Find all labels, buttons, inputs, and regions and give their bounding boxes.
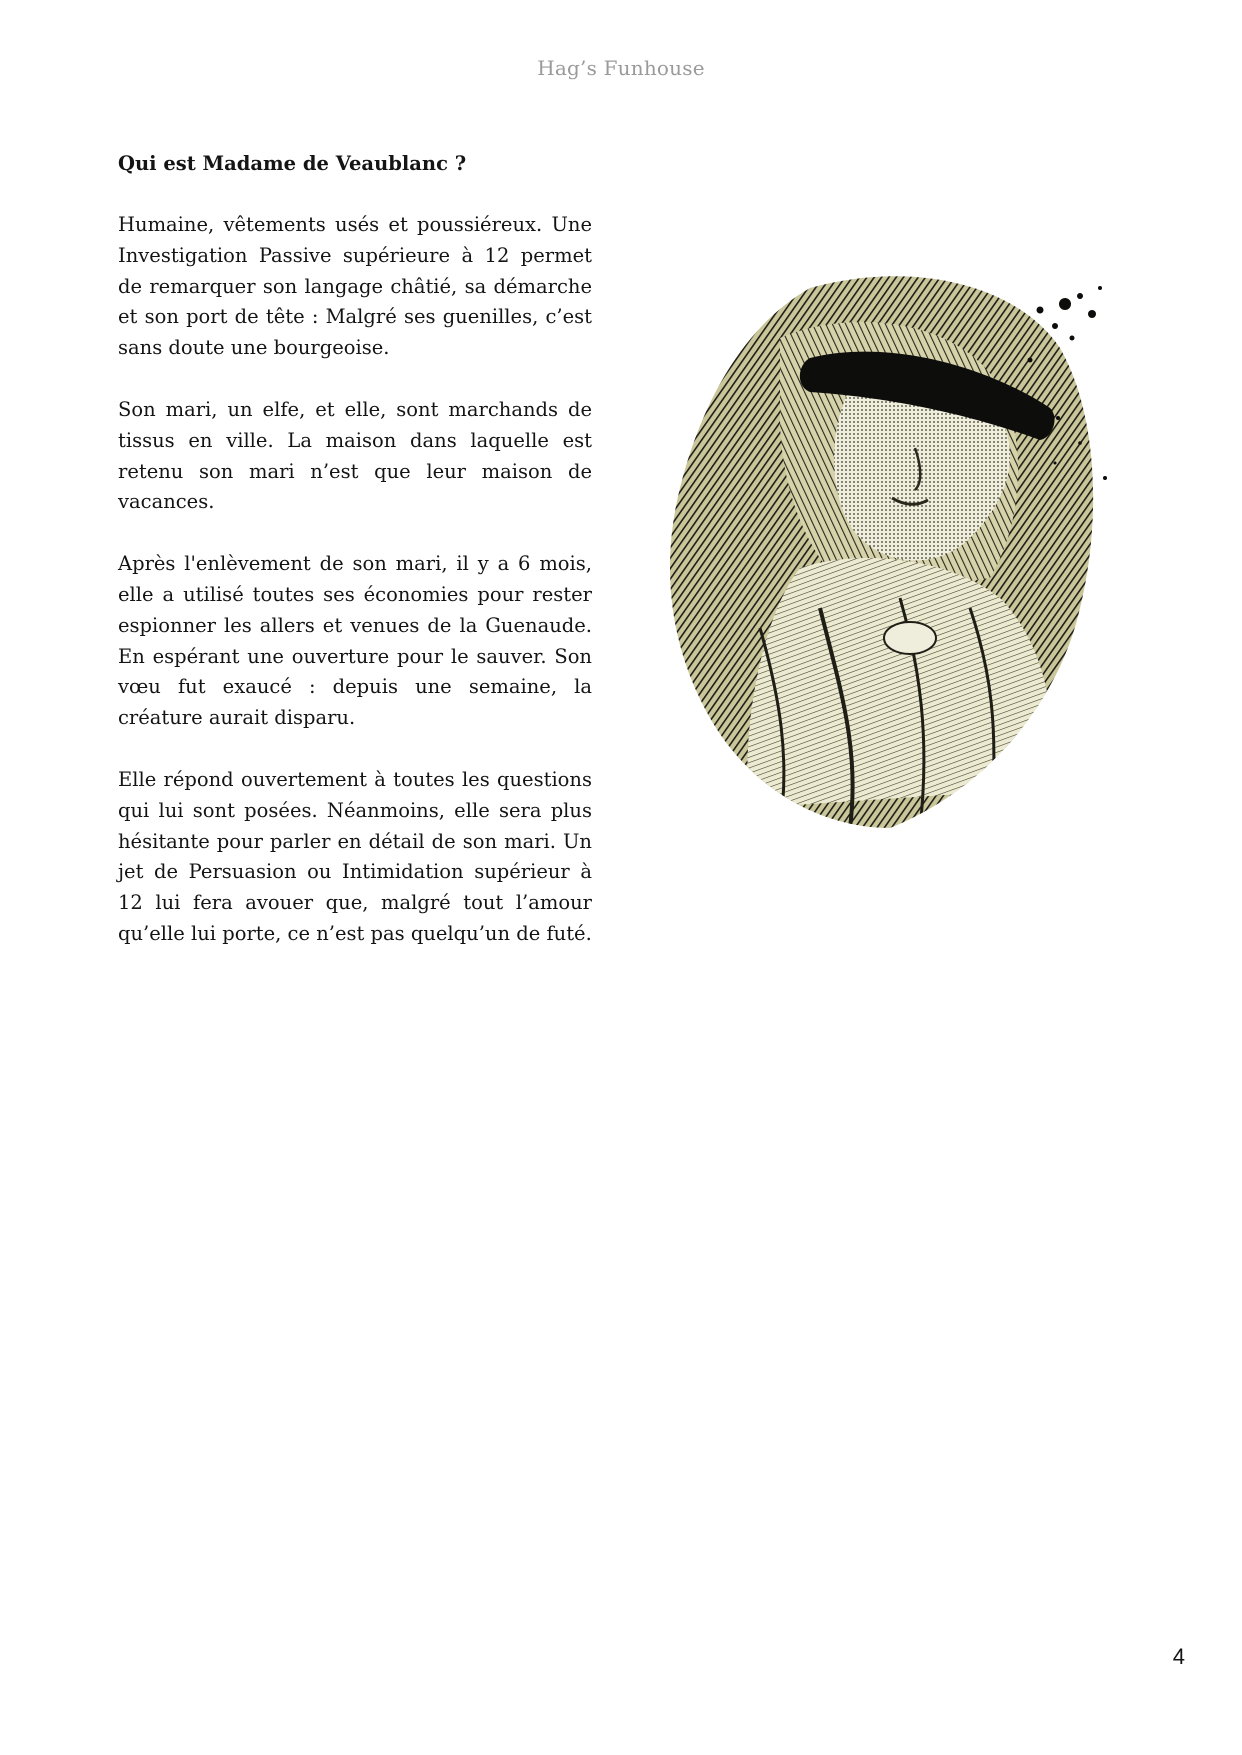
body-paragraph-1: Humaine, vêtements usés et poussiéreux. Une Investigation Passive supérieure à 12 permet de remarquer son langage châtié, sa démarche et son port de tête : Malgré ses guenilles, c’est sans doute une bourgeoise. (118, 213, 592, 360)
body-paragraph-3: Après l'enlèvement de son mari, il y a 6 mois, elle a utilisé toutes ses économies pour rester espionner les allers et venues de la Guenaude. En espérant une ouverture pour le sauver. Son vœu fut exaucé : depuis une semaine, la créature aurait disparu. (118, 552, 592, 730)
body-paragraph-4: Elle répond ouvertement à toutes les questions qui lui sont posées. Néanmoins, elle sera plus hésitante pour parler en détail de son mari. Un jet de Persuasion ou Intimidation supérieur à 12 lui fera avouer que, malgré tout l’amour qu’elle lui porte, ce n’est pas quelqu’un de futé. (118, 767, 592, 945)
text-column (118, 148, 592, 981)
section-heading: Qui est Madame de Veaublanc ? (118, 152, 467, 175)
body-paragraph-2: Son mari, un elfe, et elle, sont marchands de tissus en ville. La maison dans laquelle est retenu son mari n’est que leur maison de vacances. (118, 397, 592, 514)
hooded-woman-illustration (660, 268, 1150, 838)
engraving-image (660, 268, 1150, 838)
page-number: 4 (1172, 1644, 1185, 1669)
running-header: Hag’s Funhouse (537, 56, 705, 80)
